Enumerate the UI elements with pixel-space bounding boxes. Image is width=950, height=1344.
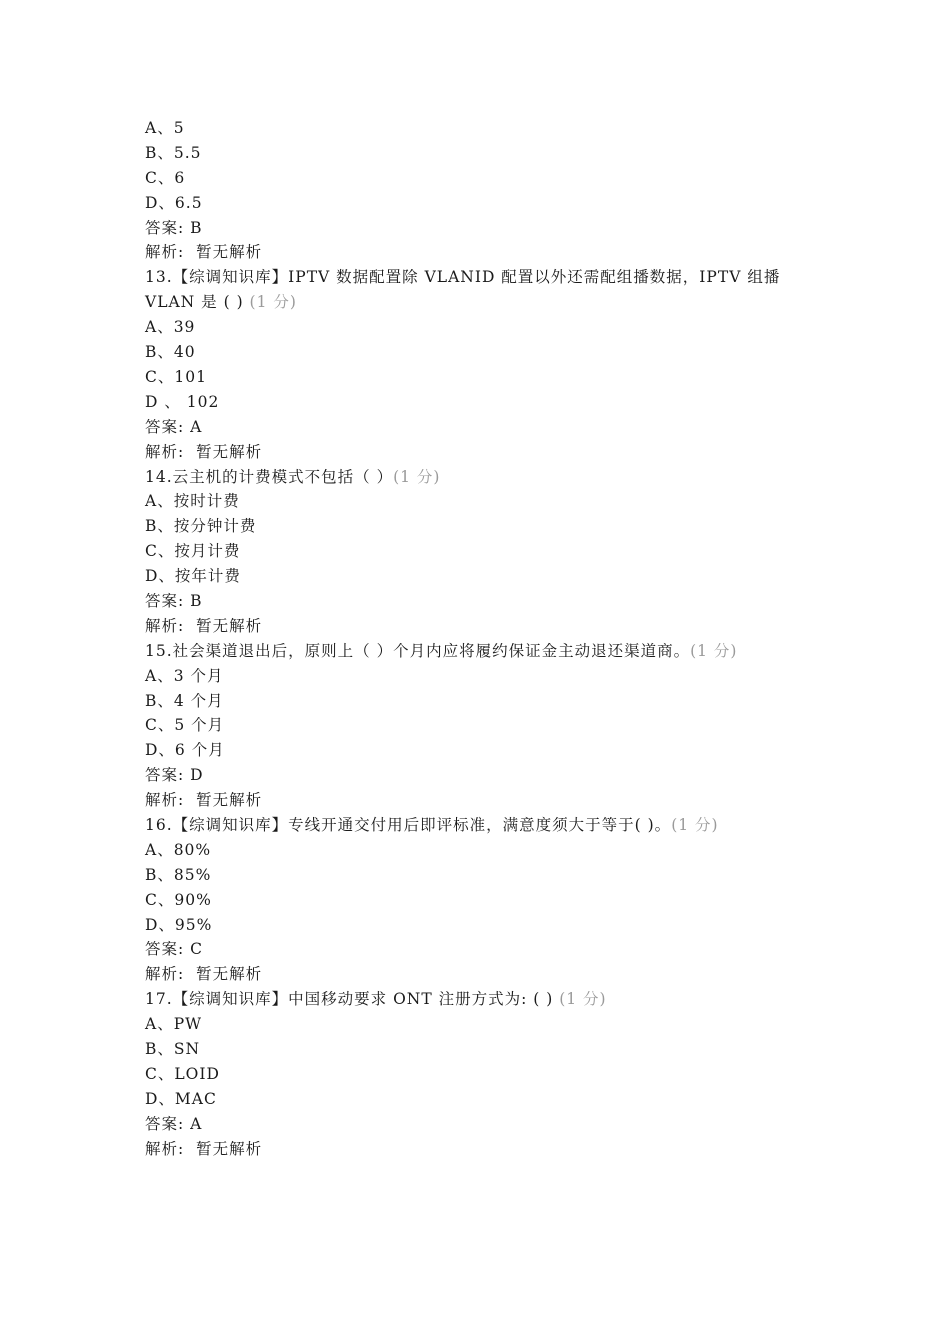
answer-line: 答案: B: [145, 218, 203, 237]
option-line: D、6 个月: [145, 741, 225, 760]
option-line: C、6: [145, 168, 186, 187]
answer-line: 答案: C: [145, 940, 204, 959]
option-line: B、4 个月: [145, 691, 224, 710]
option-line: D 、 102: [145, 392, 220, 411]
lead-block: [145, 116, 805, 265]
question-17: [145, 987, 805, 1161]
question-score: (1 分): [393, 467, 441, 486]
answer-line: 答案: A: [145, 1114, 203, 1133]
question-text: 14.云主机的计费模式不包括（ ）: [145, 467, 394, 486]
option-line: B、按分钟计费: [145, 517, 257, 536]
analysis-line: 解析: 暂无解析: [145, 791, 263, 810]
analysis-line: 解析: 暂无解析: [145, 1139, 263, 1158]
question-stem: [145, 813, 805, 838]
question-score: (1 分): [671, 816, 719, 834]
question-score: (1 分): [690, 641, 738, 660]
question-14: [145, 465, 805, 639]
analysis-line: 解析: 暂无解析: [145, 243, 263, 262]
option-line: D、按年计费: [145, 567, 241, 586]
analysis-line: 解析: 暂无解析: [145, 616, 263, 635]
question-text: 16.【综调知识库】专线开通交付用后即评标准，满意度须大于等于( )。: [145, 816, 672, 834]
option-line: B、40: [145, 343, 196, 362]
question-score: (1 分): [559, 990, 607, 1009]
question-stem: [145, 639, 805, 664]
answer-line: 答案: A: [145, 417, 203, 436]
option-line: C、90%: [145, 890, 212, 909]
analysis-line: 解析: 暂无解析: [145, 442, 263, 461]
question-text: 13.【综调知识库】IPTV 数据配置除 VLANID 配置以外还需配组播数据，IPTV 组播 VLAN 是 ( ): [145, 268, 781, 312]
question-stem: [145, 465, 805, 490]
option-line: A、按时计费: [145, 492, 240, 511]
option-line: C、101: [145, 367, 207, 386]
option-line: B、85%: [145, 865, 212, 884]
question-text: 15.社会渠道退出后，原则上（ ）个月内应将履约保证金主动退还渠道商。: [145, 641, 691, 660]
question-score: (1 分): [249, 293, 297, 312]
option-line: C、5 个月: [145, 716, 225, 735]
question-stem: [145, 265, 805, 315]
option-line: B、5.5: [145, 143, 202, 162]
option-line: C、按月计费: [145, 542, 241, 561]
question-15: [145, 639, 805, 813]
option-line: A、5: [145, 119, 185, 137]
option-line: A、3 个月: [145, 666, 224, 685]
question-13: [145, 265, 805, 464]
question-stem: [145, 987, 805, 1012]
answer-line: 答案: D: [145, 766, 204, 785]
option-line: A、39: [145, 318, 196, 337]
option-line: A、80%: [145, 840, 212, 859]
option-line: D、MAC: [145, 1089, 217, 1108]
option-line: D、95%: [145, 915, 213, 934]
option-line: B、SN: [145, 1040, 201, 1059]
option-line: D、6.5: [145, 193, 203, 212]
option-line: C、LOID: [145, 1064, 220, 1083]
option-line: A、PW: [145, 1015, 203, 1034]
question-text: 17.【综调知识库】中国移动要求 ONT 注册方式为: ( ): [145, 990, 560, 1009]
answer-line: 答案: B: [145, 591, 203, 610]
document-body: [145, 116, 805, 1162]
analysis-line: 解析: 暂无解析: [145, 965, 263, 984]
question-16: [145, 813, 805, 987]
